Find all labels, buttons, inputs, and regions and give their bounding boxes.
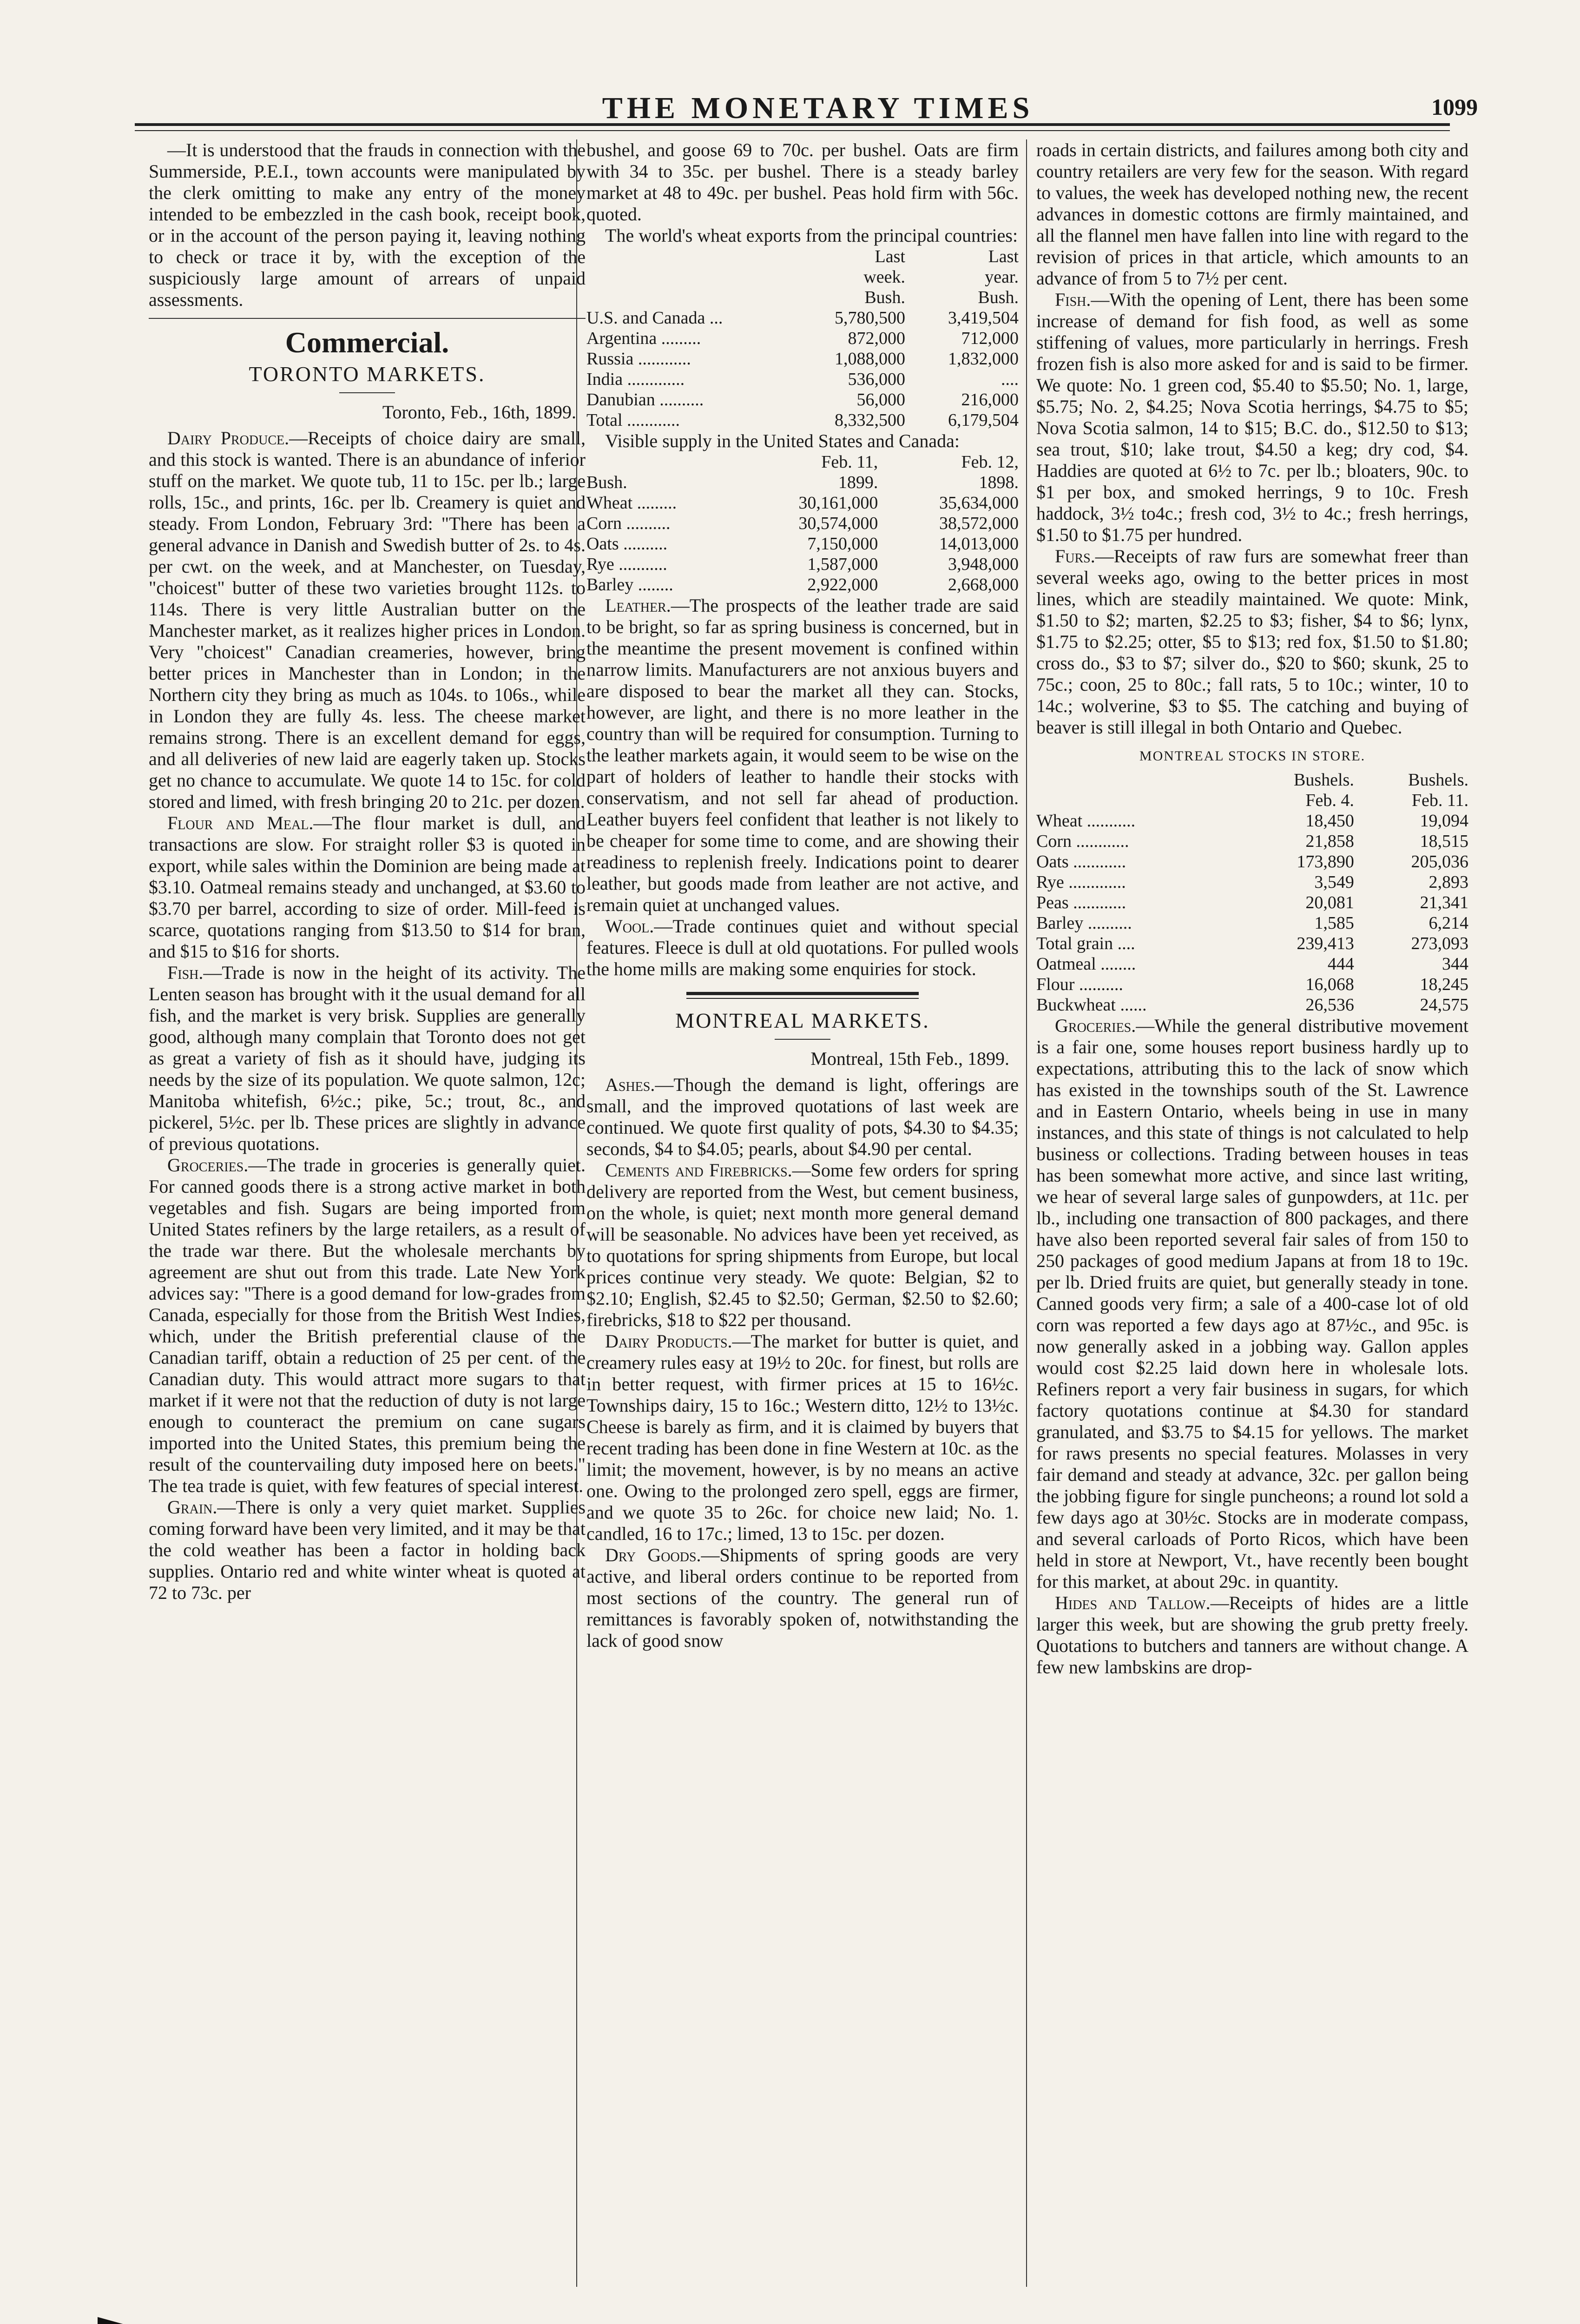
table-row: Rye ........... 1,587,000 3,948,000 — [586, 555, 1019, 574]
montreal-stocks-heading: MONTREAL STOCKS IN STORE. — [1139, 748, 1366, 764]
grain-paragraph — [149, 1497, 586, 1604]
table-row: India ............. 536,000 .... — [586, 370, 1019, 389]
col-header: Last year. Bush. — [978, 247, 1019, 307]
paragraph-lead: Ashes. — [605, 1074, 655, 1095]
publication-title: THE MONETARY TIMES — [602, 91, 1034, 125]
hides-tallow-paragraph — [1036, 1592, 1468, 1678]
groceries-paragraph — [1036, 1015, 1468, 1592]
grain-continued: bushel, and goose 69 to 70c. per bushel. Oats are firm with 34 to 35c. per bushel. There is a steady barley market at 48 to 49c. per bushel. Peas hold firm with 56c. quoted. — [586, 139, 1019, 224]
paragraph-body: —With the opening of Lent, there has been some increase of demand for fish food, as well as some stiffening of values, more particularly in herrings. Fresh frozen fish is also more asked for and is said to be firmer. We quote: No. 1 green cod, $5.40 to $5.50; No. 1, large, $5.75; No. 2, $4.25; Nova Scotia herrings, $4.75 to $5; Nova Scotia salmon, 14 to $15; B.C. do., $12.50 to $13; sea trout, $10; lake trout, $4.50 a keg; dry cod, $4. Haddies are quoted at 6½ to 7c. per lb.; bloaters, 90c. to $1 per box, and smoked herrings, 9 to 10c. Fresh haddock, 3½ to4c.; fresh cod, 3½ to 4c.; fresh herrings, $1.50 to $1.75 per hundred. — [1036, 289, 1468, 545]
table-row: Corn ............ 21,858 18,515 — [1036, 832, 1468, 851]
table-row: Argentina ......... 872,000 712,000 — [586, 329, 1019, 348]
section-rule-thin — [686, 998, 919, 999]
table-total-row: Total grain .... 239,413 273,093 — [1036, 934, 1468, 953]
wheat-exports-intro: The world's wheat exports from the principal countries: — [605, 225, 1018, 246]
paragraph-body: —Receipts of hides are a little larger this week, but are showing the grub pretty freely. Quotations to butchers and tanners are without change. A few new lambskins are drop- — [1036, 1592, 1469, 1677]
groceries-paragraph — [149, 1155, 586, 1497]
toronto-markets-heading: TORONTO MARKETS. — [249, 362, 486, 386]
table-row: Rye ............. 3,549 2,893 — [1036, 872, 1468, 892]
table-row: Russia ............ 1,088,000 1,832,000 — [586, 349, 1019, 369]
wool-paragraph — [586, 916, 1019, 980]
paragraph-body: —Trade is now in the height of its activity. The Lenten season has brought with it the usual demand for all fish, and the market is very brisk. Supplies are generally good, although many complain that Toronto does not get as great a variety of fish as it should have, judging its needs by the size of its population. We quote salmon, 12c; Manitoba whitefish, 6½c.; pike, 5c.; trout, 8c., and pickerel, 5½c. per lb. These prices are slightly in advance of previous quotations. — [149, 962, 586, 1154]
summerside-paragraph: —It is understood that the frauds in connection with the Summerside, P.E.I., town accounts were manipulated by the clerk omitting to make any entry of the money intended to be embezzled in the cash book, receipt book, or in the account of the person paying it, leaving nothing to check or trace it by, with the exception of the suspiciously large amount of arrears of unpaid assessments. — [149, 139, 586, 310]
paragraph-lead: Flour and Meal. — [167, 812, 314, 833]
dairy-produce-paragraph — [149, 428, 586, 812]
paragraph-body: —Shipments of spring goods are very active, and liberal orders continue to be reported from most sections of the country. The general run of remittances is favorably spoken of, notwithstanding the lack of good snow — [586, 1545, 1019, 1651]
flour-meal-paragraph — [149, 812, 586, 962]
leather-paragraph — [586, 595, 1019, 916]
masthead — [135, 91, 1501, 123]
divider — [775, 1039, 830, 1040]
paragraph-lead: Groceries. — [167, 1155, 249, 1175]
table-row: Peas ............ 20,081 21,341 — [1036, 893, 1468, 912]
divider — [339, 392, 395, 393]
paragraph-lead: Wool. — [605, 916, 654, 937]
table-row: Danubian .......... 56,000 216,000 — [586, 390, 1019, 409]
table-row: Barley .......... 1,585 6,214 — [1036, 913, 1468, 933]
paragraph-lead: Fish. — [1055, 289, 1091, 310]
section-title-commercial: Commercial. — [285, 326, 449, 359]
table-total-row: Total ............ 8,332,500 6,179,504 — [586, 410, 1019, 430]
paragraph-body: —There is only a very quiet market. Supplies coming forward have been very limited, and it may be that the cold weather has been a factor in holding back supplies. Ontario red and white winter wheat is quoted at 72 to 73c. per — [149, 1497, 586, 1603]
page-corner-mark — [98, 2317, 135, 2324]
table-row: Buckwheat ...... 26,536 24,575 — [1036, 995, 1468, 1015]
furs-paragraph — [1036, 546, 1468, 738]
paragraph-lead: Grain. — [167, 1497, 217, 1518]
col-header: Feb. 12, 1898. — [961, 452, 1019, 492]
montreal-dateline: Montreal, 15th Feb., 1899. — [810, 1048, 1009, 1069]
visible-supply-table — [586, 452, 1019, 595]
cements-paragraph — [586, 1160, 1019, 1331]
visible-supply-intro: Visible supply in the United States and Canada: — [605, 430, 960, 451]
col-header: Last week. Bush. — [863, 247, 905, 307]
paragraph-lead: Fish. — [167, 962, 204, 983]
table-row: Barley ........ 2,922,000 2,668,000 — [586, 575, 1019, 594]
masthead-rule-thin — [135, 130, 1450, 131]
table-row: Oats ............ 173,890 205,036 — [1036, 852, 1468, 872]
column-1 — [149, 139, 586, 1604]
dry-goods-continued: roads in certain districts, and failures among both city and country retailers are very few for the season. With regard to values, the week has developed nothing new, the recent advances in domestic cottons are firmly maintained, and all the flannel men have fallen into line with regard to the revision of prices in that article, which amounts to an advance of from 5 to 7½ per cent. — [1036, 139, 1468, 289]
paragraph-body: —While the general distributive movement is a fair one, some houses report business hardly up to expectations, attributing this to the lack of snow which has existed in the townships south of the St. Lawrence and in Eastern Ontario, wheels being in use in many instances, and this state of things is not calculated to help business or collections. Trading between houses in teas has been somewhat more active, and since last writing, we hear of several large sales of gunpowders, at 11c. per lb., including one transaction of 800 packages, and there have also been reported several fair sales of from 150 to 250 packages of good medium Japans at from 18 to 19c. per lb. Dried fruits are quiet, but generally steady in tone. Canned goods very firm; a sale of a 400-case lot of old corn was reported a few days ago at 87½c., and 95c. is now generally asked in a jobbing way. Gallon apples would cost $2.25 laid down here in wholesale lots. Refiners report a very fair business in sugars, for which factory quotations continue at $4.30 for standard granulated, and $3.75 to $4.15 for yellows. The market for raws presents no special features. Molasses in very fair demand and steady at advance, 32c. per gallon being the jobbing figure for single puncheons; a round lot sold a few days ago at 30½c. Stocks are in moderate compass, and several carloads of Porto Ricos, which have been held in store at Newport, Vt., have recently been bought for this market, at about 29c. in quantity. — [1036, 1015, 1468, 1592]
divider — [149, 318, 586, 319]
dry-goods-paragraph — [586, 1545, 1019, 1651]
table-row: Wheat ........... 18,450 19,094 — [1036, 811, 1468, 831]
paragraph-lead: Furs. — [1055, 546, 1095, 567]
toronto-dateline: Toronto, Feb., 16th, 1899. — [382, 402, 576, 423]
paragraph-lead: Dry Goods. — [605, 1545, 701, 1565]
paragraph-lead: Dairy Products. — [605, 1331, 732, 1352]
paragraph-body: —The trade in groceries is generally quiet. For canned goods there is a strong active market in both vegetables and fish. Sugars are being imported from United States refiners by the large retailers, as a result of the trade war there. But the wholesale merchants by agreement are shut out from this trade. Late New York advices say: "There is a good demand for low-grades from Canada, especially for those from the British West Indies, which, under the British preferential clause of the Canadian tariff, obtain a reduction of 25 per cent. of the Canadian duty. This would attract more sugars to that market if it were not that the reduction of duty is not large enough to counteract the premium on cane sugars imported into the United States, this premium being the result of the countervailing duty imposed here on beets." The tea trade is quiet, with few features of special interest. — [149, 1155, 586, 1496]
paragraph-body: —The prospects of the leather trade are said to be bright, so far as spring business is concerned, but in the meantime the present movement is confined within narrow limits. Manufacturers are not anxious buyers and are disposed to bear the market all they can. Stocks, however, are light, and there is no more leather in the country than will be required for consumption. Turning to the leather markets again, it would seem to be wise on the part of holders of leather to handle their stocks with conservatism, and not sell far ahead of production. Leather buyers feel confident that leather is not likely to be cheaper for some time to come, and are showing their readiness to replenish freely. Indications point to dearer leather, but goods made from leather are not active, and remain quiet at unchanged values. — [586, 595, 1019, 915]
paragraph-body: —Receipts of raw furs are somewhat freer than several weeks ago, owing to the better prices in most lines, which are steadily maintained. We quote: Mink, $1.50 to $2; marten, $2.25 to $3; fisher, $4 to $6; lynx, $1.75 to $2.25; otter, $5 to $13; red fox, $1.50 to $1.80; cross do., $3 to $7; silver do., $20 to $60; skunk, 25 to 75c.; coon, 25 to 80c.; fall rats, 5 to 10c.; winter, 10 to 14c.; wolverine, $3 to $5. The catching and buying of beaver is still illegal in both Ontario and Quebec. — [1036, 546, 1468, 738]
paragraph-lead: Leather. — [605, 595, 671, 616]
fish-paragraph — [149, 962, 586, 1155]
paragraph-body: —Receipts of choice dairy are small, and this stock is wanted. There is an abundance of inferior stuff on the market. We quote tub, 11 to 15c. per lb.; large rolls, 15c., and prints, 16c. per lb. Creamery is quiet and steady. From London, February 3rd: "There has been a general advance in Danish and Swedish butter of 2s. to 4s. per cwt. on the week, and at Manchester, on Tuesday, "choicest" butter of these two varieties brought 112s. to 114s. There is very little Australian butter on the Manchester market, as it realizes higher prices in London. Very "choicest" Canadian creameries, however, bring better prices in Manchester than in London; in the Northern city they bring as much as 104s. to 106s., while in London they are fully 4s. less. The cheese market remains strong. There is an excellent demand for eggs, and all deliveries of new laid are eagerly taken up. Stocks get no chance to accumulate. We quote 14 to 15c. for cold stored and limed, with fresh bringing 20 to 21c. per dozen. — [149, 428, 586, 812]
ashes-paragraph — [586, 1074, 1019, 1160]
col-header: Feb. 11, 1899. — [821, 452, 878, 492]
wheat-exports-table — [586, 246, 1019, 430]
column-2 — [586, 139, 1019, 1651]
dairy-products-paragraph — [586, 1331, 1019, 1545]
paragraph-body: —Trade continues quiet and without special features. Fleece is dull at old quotations. For pulled wools the home mills are making some enquiries for stock. — [586, 916, 1019, 979]
paragraph-lead: Dairy Produce. — [167, 428, 290, 449]
paragraph-body: —Though the demand is light, offerings are small, and the improved quotations of last week are continued. We quote first quality of pots, $4.30 to $4.35; seconds, $4 to $4.05; pearls, about $4.90 per cental. — [586, 1074, 1019, 1159]
montreal-markets-heading: MONTREAL MARKETS. — [675, 1009, 930, 1032]
paragraph-lead: Groceries. — [1055, 1015, 1136, 1036]
masthead-rule — [135, 123, 1450, 126]
table-row: Oatmeal ........ 444 344 — [1036, 954, 1468, 974]
paragraph-lead: Hides and Tallow. — [1055, 1592, 1211, 1613]
col-header: Bushels. Feb. 4. — [1294, 770, 1354, 810]
page-number: 1099 — [1431, 94, 1478, 120]
paragraph-body: —Some few orders for spring delivery are reported from the West, but cement business, on the whole, is quiet; next month more general demand will be seasonable. No advices have been yet received, as to quotations for spring shipments from Europe, but local prices continue very steady. We quote: Belgian, $2 to $2.10; English, $2.45 to $2.50; German, $2.50 to $2.60; firebricks, $18 to $22 per thousand. — [586, 1160, 1019, 1330]
paragraph-body: —The market for butter is quiet, and creamery rules easy at 19½ to 20c. for finest, but rolls are in better request, with firmer prices at 15 to 16½c. Townships dairy, 15 to 16c.; Western ditto, 12½ to 13½c. Cheese is barely as firm, and it is claimed by buyers that recent trading has been done in fine Western at 10c. as the limit; the movement, however, is by no means an active one. Owing to the prolonged zero spell, eggs are firmer, and we quote 35 to 26c. for choice new laid; No. 1. candled, 16 to 17c.; limed, 13 to 15c. per dozen. — [586, 1331, 1019, 1544]
section-rule — [686, 992, 919, 995]
table-row: Flour .......... 16,068 18,245 — [1036, 975, 1468, 994]
paragraph-lead: Cements and Firebricks. — [605, 1160, 792, 1181]
table-row: Corn .......... 30,574,000 38,572,000 — [586, 514, 1019, 533]
table-row: Oats .......... 7,150,000 14,013,000 — [586, 534, 1019, 554]
table-row: Wheat ......... 30,161,000 35,634,000 — [586, 493, 1019, 513]
fish-paragraph — [1036, 289, 1468, 546]
montreal-stocks-table — [1036, 770, 1468, 1015]
column-3 — [1036, 139, 1468, 1678]
column-divider — [1026, 139, 1027, 2287]
unit-label: Bush. — [586, 473, 627, 492]
table-row: U.S. and Canada ... 5,780,500 3,419,504 — [586, 308, 1019, 328]
col-header: Bushels. Feb. 11. — [1408, 770, 1468, 810]
paragraph-body: —The flour market is dull, and transactions are slow. For straight roller $3 is quoted in export, while sales within the Dominion are being made at $3.10. Oatmeal remains steady and unchanged, at $3.60 to $3.70 per barrel, according to size of order. Mill-feed is scarce, quotations ranging from $13.50 to $14 for bran, and $15 to $16 for shorts. — [149, 812, 586, 962]
